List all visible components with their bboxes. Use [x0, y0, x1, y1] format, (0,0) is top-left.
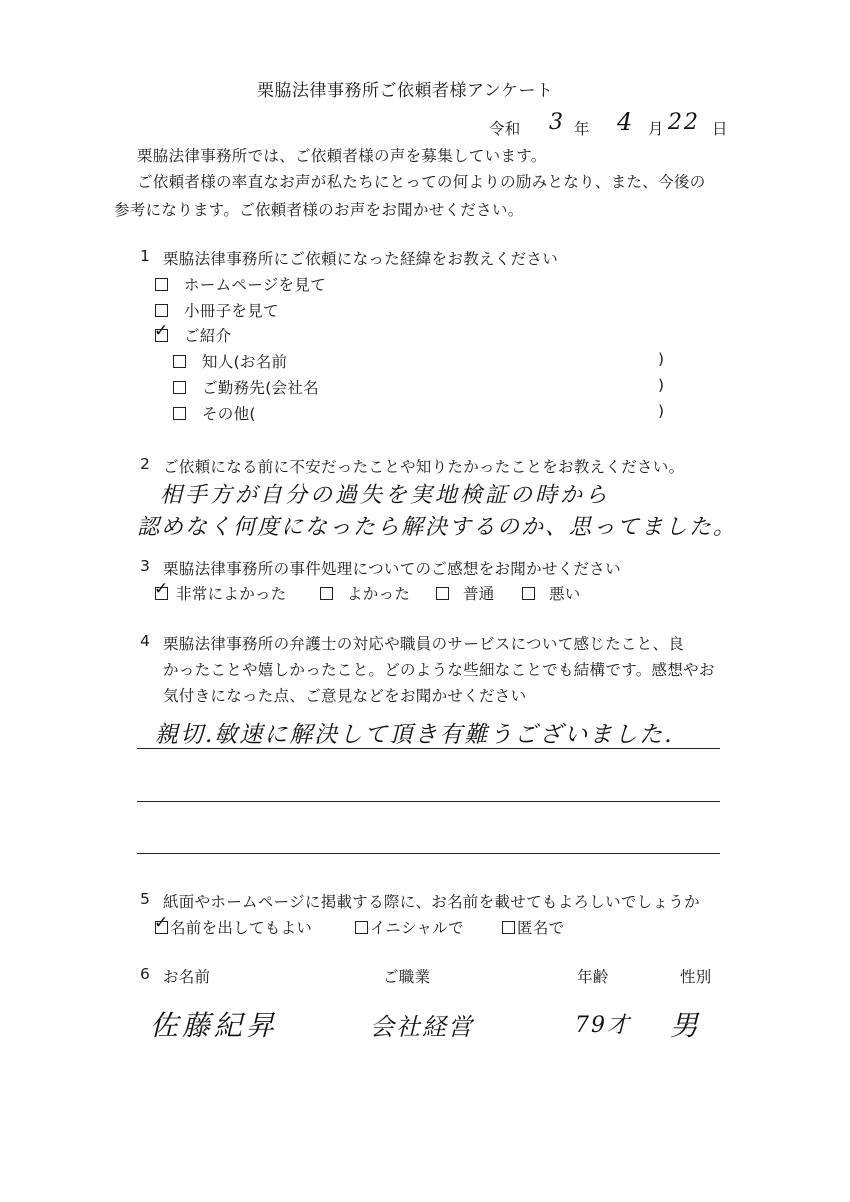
answer-line-3: [137, 853, 720, 854]
q4-question-line-3: 気付きになった点、ご意見などをお聞かせください: [163, 687, 527, 705]
q3-option-bad-label: 悪い: [549, 585, 581, 603]
q5-number: 5: [140, 890, 151, 908]
date-day-value: 22: [668, 110, 700, 135]
q5-option-name-ok[interactable]: [154, 913, 313, 938]
checkbox-initials[interactable]: [355, 921, 368, 934]
q3-option-average-label: 普通: [463, 585, 495, 603]
q1-sub-workplace-label: ご勤務先(会社名: [202, 379, 319, 397]
q1-question: 栗脇法律事務所にご依頼になった経緯をお教えください: [163, 250, 559, 268]
date-year-value: 3: [549, 110, 563, 135]
checkbox-booklet[interactable]: [155, 304, 168, 317]
q5-option-anonymous[interactable]: [502, 916, 564, 938]
q3-option-good[interactable]: [320, 582, 410, 604]
date-year-unit: 年: [574, 120, 590, 138]
q6-label-occupation: ご職業: [383, 968, 431, 986]
intro-line-2: ご依頼者様の率直なお声が私たちにとっての何よりの励みとなり、また、今後の: [137, 173, 706, 191]
q3-option-average[interactable]: [436, 582, 495, 604]
q1-sub-acquaintance-close: ): [658, 350, 665, 368]
q1-sub-other-label: その他(: [202, 405, 256, 423]
q2-question: ご依頼になる前に不安だったことや知りたかったことをお教えください。: [163, 458, 685, 476]
q6-value-gender: 男: [670, 1009, 699, 1042]
checkbox-acquaintance[interactable]: [173, 355, 186, 368]
q2-answer-line-1: 相手方が自分の過失を実地検証の時から: [160, 483, 611, 508]
q4-answer: 親切.敏速に解決して頂き有難うございました.: [155, 722, 674, 748]
q1-sub-acquaintance[interactable]: [173, 350, 287, 372]
q6-number: 6: [140, 965, 151, 983]
q3-option-very-good[interactable]: [154, 579, 287, 604]
checkbox-other[interactable]: [173, 407, 186, 420]
q5-option-name-ok-label: 名前を出してもよい: [170, 919, 313, 937]
q2-answer-line-2: 認めなく何度になったら解決するのか、思ってました。: [137, 515, 738, 540]
checkbox-referral[interactable]: [154, 321, 169, 342]
q6-label-name: お名前: [163, 968, 211, 986]
q6-label-gender: 性別: [680, 968, 712, 986]
checkbox-bad[interactable]: [522, 587, 535, 600]
check-mark-icon: ✓: [154, 579, 169, 599]
q4-question-line-1: 栗脇法律事務所の弁護士の対応や職員のサービスについて感じたこと、良: [163, 635, 685, 653]
checkbox-average[interactable]: [436, 587, 449, 600]
checkbox-homepage[interactable]: [155, 278, 168, 291]
q6-value-occupation: 会社経営: [370, 1013, 474, 1041]
q5-option-initials-label: イニシャルで: [370, 919, 464, 937]
check-mark-icon: ✓: [154, 913, 169, 933]
q3-number: 3: [140, 557, 151, 575]
q1-sub-workplace-close: ): [658, 376, 665, 394]
checkbox-workplace[interactable]: [173, 381, 186, 394]
intro-line-1: 栗脇法律事務所では、ご依頼者様の声を募集しています。: [137, 147, 547, 165]
q2-number: 2: [140, 455, 151, 473]
q1-option-booklet[interactable]: [155, 299, 279, 321]
q1-option-referral[interactable]: [154, 321, 232, 346]
q1-option-referral-label: ご紹介: [184, 327, 232, 345]
intro-line-3: 参考になります。ご依頼者様のお声をお聞かせください。: [114, 201, 524, 219]
q3-question: 栗脇法律事務所の事件処理についてのご感想をお聞かせください: [163, 560, 621, 578]
q6-value-age: 79才: [575, 1013, 631, 1038]
q1-sub-other-close: ): [658, 402, 665, 420]
q5-option-initials[interactable]: [355, 916, 464, 938]
date-month-unit: 月: [648, 120, 664, 138]
q6-label-age: 年齢: [577, 968, 609, 986]
check-mark-icon: ✓: [154, 321, 169, 341]
q3-option-very-good-label: 非常によかった: [176, 585, 287, 603]
q1-sub-workplace[interactable]: [173, 376, 319, 398]
q1-number: 1: [140, 247, 151, 265]
q1-option-homepage-label: ホームページを見て: [184, 276, 326, 294]
answer-line-1: [137, 748, 720, 749]
checkbox-good[interactable]: [320, 587, 333, 600]
checkbox-name-ok[interactable]: [154, 913, 169, 934]
answer-line-2: [137, 801, 720, 802]
date-month-value: 4: [617, 108, 633, 136]
q1-option-booklet-label: 小冊子を見て: [184, 302, 279, 320]
q1-sub-other[interactable]: [173, 402, 256, 424]
q1-sub-acquaintance-label: 知人(お名前: [202, 353, 288, 371]
checkbox-anonymous[interactable]: [502, 921, 515, 934]
q6-value-name: 佐藤紀昇: [150, 1009, 279, 1042]
q1-option-homepage[interactable]: [155, 273, 326, 295]
date-era: 令和: [489, 120, 521, 138]
checkbox-very-good[interactable]: [154, 579, 169, 600]
q4-question-line-2: かったことや嬉しかったこと。どのような些細なことでも結構です。感想やお: [163, 661, 715, 679]
q3-option-good-label: よかった: [347, 585, 411, 603]
q5-question: 紙面やホームページに掲載する際に、お名前を載せてもよろしいでしょうか: [163, 893, 700, 911]
q4-number: 4: [140, 632, 151, 650]
survey-title: 栗脇法律事務所ご依頼者様アンケート: [257, 81, 554, 101]
q3-option-bad[interactable]: [522, 582, 581, 604]
q5-option-anonymous-label: 匿名で: [517, 919, 565, 937]
date-day-unit: 日: [712, 120, 728, 138]
